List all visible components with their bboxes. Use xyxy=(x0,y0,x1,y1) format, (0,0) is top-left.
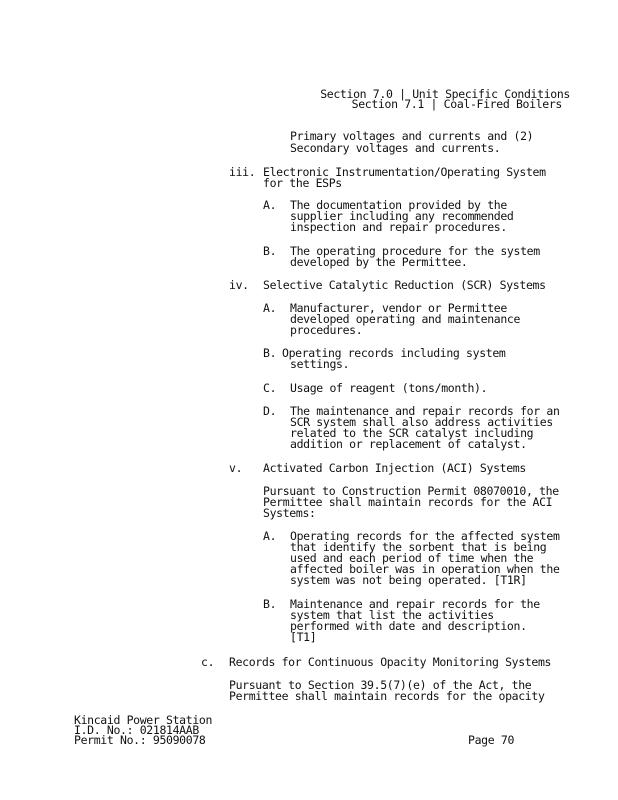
list-marker: B. xyxy=(263,244,277,258)
list-item-text: affected boiler was in operation when the xyxy=(290,562,560,576)
list-marker: c. xyxy=(201,655,215,669)
subsection-heading: Section 7.1 | Coal-Fired Boilers xyxy=(351,97,562,111)
list-marker: iv. xyxy=(229,278,249,292)
section-heading: Section 7.0 | Unit Specific Conditions xyxy=(320,87,570,101)
list-item-text: developed by the Permittee. xyxy=(290,255,468,269)
list-item-text: Operating records for the affected system xyxy=(290,529,560,543)
list-marker: B. xyxy=(263,597,277,611)
footer-station: Kincaid Power Station xyxy=(74,713,213,727)
body-text: Secondary voltages and currents. xyxy=(290,141,501,155)
list-marker: A. xyxy=(263,198,277,212)
page-number: Page 70 xyxy=(468,733,515,747)
list-marker: C. xyxy=(263,381,277,395)
list-item-title: Records for Continuous Opacity Monitoring Systems xyxy=(229,655,552,669)
body-text: Primary voltages and currents and (2) xyxy=(290,129,534,143)
list-marker: iii. xyxy=(229,165,256,179)
list-item-text: inspection and repair procedures. xyxy=(290,220,507,234)
list-item-text: supplier including any recommended xyxy=(290,209,514,223)
list-item-title: for the ESPs xyxy=(263,176,342,190)
list-marker: A. xyxy=(263,301,277,315)
list-item-text: Maintenance and repair records for the xyxy=(290,597,540,611)
list-item-title: Selective Catalytic Reduction (SCR) Systems xyxy=(263,278,546,292)
list-item-text: SCR system shall also address activities xyxy=(290,415,553,429)
body-text: Permittee shall maintain records for the ACI xyxy=(263,495,553,509)
list-marker: A. xyxy=(263,529,277,543)
list-item-text: Usage of reagent (tons/month). xyxy=(290,381,488,395)
list-item-text: that identify the sorbent that is being xyxy=(290,540,547,554)
body-text: Permittee shall maintain records for the opacity xyxy=(229,689,545,703)
body-text: Pursuant to Section 39.5(7)(e) of the Act, the xyxy=(229,678,532,692)
list-item-text: related to the SCR catalyst including xyxy=(290,426,534,440)
list-item-text: [T1] xyxy=(290,630,317,644)
list-item-text: The maintenance and repair records for an xyxy=(290,404,560,418)
list-item-text: Operating records including system xyxy=(282,346,506,360)
body-text: Pursuant to Construction Permit 08070010, the xyxy=(263,484,559,498)
list-marker: v. xyxy=(229,461,243,475)
list-item-text: The operating procedure for the system xyxy=(290,244,540,258)
list-item-text: system was not being operated. [T1R] xyxy=(290,573,527,587)
list-item-title: Activated Carbon Injection (ACI) Systems xyxy=(263,461,526,475)
list-item-text: procedures. xyxy=(290,323,363,337)
list-item-text: performed with date and description. xyxy=(290,619,527,633)
list-item-title: Electronic Instrumentation/Operating System xyxy=(263,165,546,179)
list-item-text: used and each period of time when the xyxy=(290,551,534,565)
list-item-text: Manufacturer, vendor or Permittee xyxy=(290,301,507,315)
list-marker: B. xyxy=(263,346,277,360)
list-item-text: developed operating and maintenance xyxy=(290,312,521,326)
list-item-text: addition or replacement of catalyst. xyxy=(290,437,527,451)
body-text: Systems: xyxy=(263,506,316,520)
list-item-text: The documentation provided by the xyxy=(290,198,507,212)
footer-permit-number: Permit No.: 95090078 xyxy=(74,733,206,747)
list-marker: D. xyxy=(263,404,277,418)
footer-id-number: I.D. No.: 021814AAB xyxy=(74,723,199,737)
list-item-text: settings. xyxy=(290,357,350,371)
list-item-text: system that list the activities xyxy=(290,608,494,622)
